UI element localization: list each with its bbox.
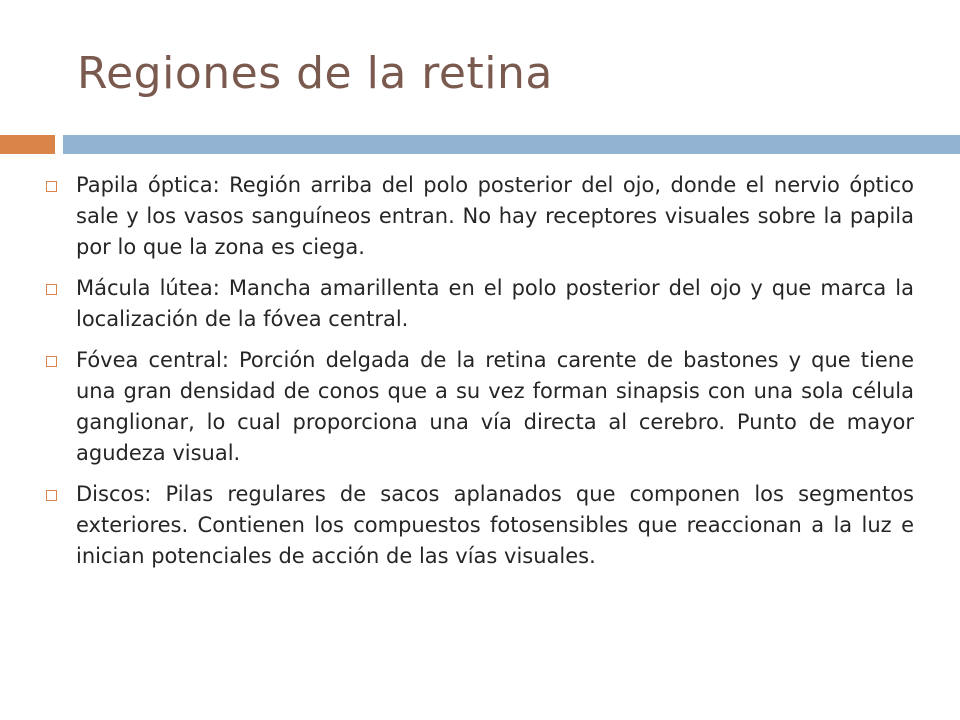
bullet-list [44, 170, 914, 582]
bullet-text: Mácula lútea: Mancha amarillenta en el polo posterior del ojo y que marca la localización de la fóvea central. [76, 276, 914, 331]
slide-title: Regiones de la retina [77, 48, 553, 99]
square-bullet-icon [46, 284, 57, 295]
square-bullet-icon [46, 490, 57, 501]
bullet-text: Fóvea central: Porción delgada de la retina carente de bastones y que tiene una gran densidad de conos que a su vez forman sinapsis con una sola célula ganglionar, lo cual proporciona una vía directa al cerebro. Punto de mayor agudeza visual. [76, 348, 914, 465]
list-item [44, 345, 914, 469]
accent-bar-left [0, 135, 55, 154]
list-item [44, 273, 914, 335]
accent-bar-right [63, 135, 960, 154]
square-bullet-icon [46, 181, 57, 192]
square-bullet-icon [46, 356, 57, 367]
bullet-text: Discos: Pilas regulares de sacos aplanados que componen los segmentos exteriores. Contienen los compuestos fotosensibles que reaccionan a la luz e inician potenciales de acción de las vías visuales. [76, 482, 914, 568]
list-item [44, 479, 914, 572]
bullet-text: Papila óptica: Región arriba del polo posterior del ojo, donde el nervio óptico sale y los vasos sanguíneos entran. No hay receptores visuales sobre la papila por lo que la zona es ciega. [76, 173, 914, 259]
list-item [44, 170, 914, 263]
